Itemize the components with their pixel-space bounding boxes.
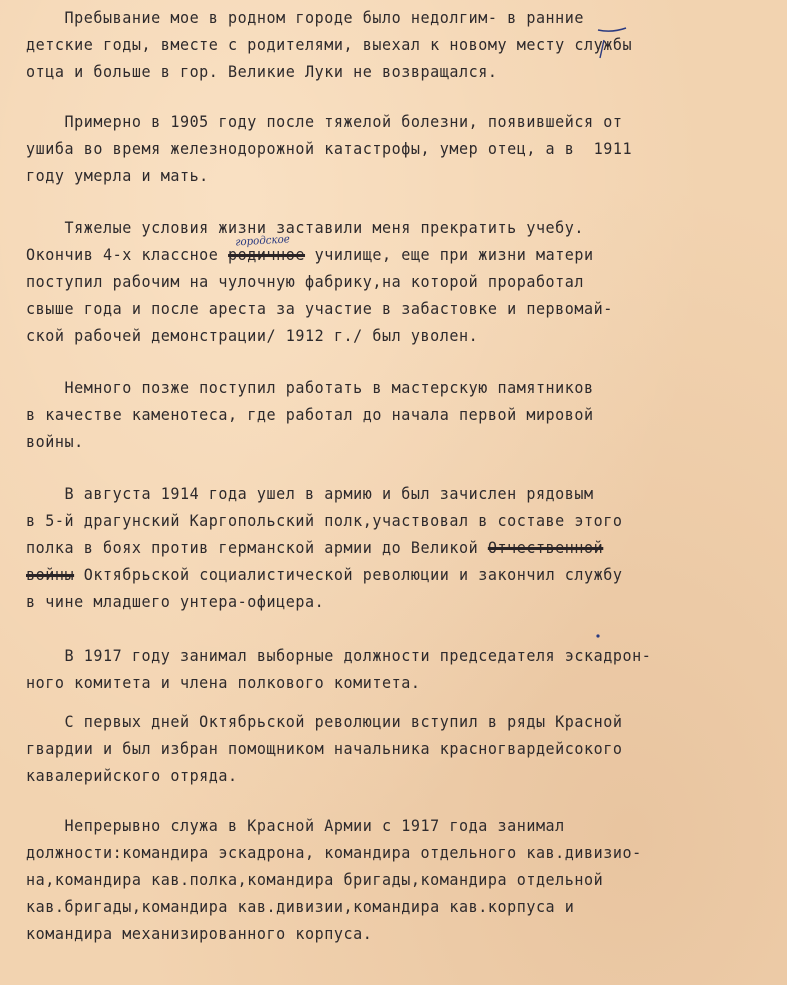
text-line: в чине младшего унтера-офицера. [26,592,325,611]
text-line: Непрерывно служа в Красной Армии с 1917 года занимал [26,816,565,835]
text-line: детские годы, вместе с родителями, выехал к новому месту службы [26,35,633,54]
text-line: кавалерийского отряда. [26,766,238,785]
text-line: в 5-й драгунский Каргопольский полк,участвовал в составе этого [26,511,623,530]
paragraph-5 [26,480,776,615]
text-line: в качестве каменотеса, где работал до начала первой мировой [26,405,594,424]
line-head: полка в боях против германской армии до Великой [26,538,488,557]
line-tail: училище, еще при жизни матери [305,245,594,264]
text-line: гвардии и был избран помощником начальника красногвардейсокого [26,739,623,758]
paragraph-7 [26,708,776,789]
text-line: командира механизированного корпуса. [26,924,373,943]
paragraph-1 [26,4,776,85]
line-head: Окончив 4-х классное [26,245,229,264]
text-line: ушиба во время железнодорожной катастрофы, умер отец, а в 1911 [26,139,633,158]
text-line: ного комитета и члена полкового комитета. [26,673,421,692]
text-line: на,командира кав.полка,командира бригады,командира отдельной [26,870,604,889]
text-line-with-correction [26,232,724,268]
text-line: отца и больше в гор. Великие Луки не возвращался. [26,62,498,81]
text-line: Примерно в 1905 году после тяжелой болезни, появившейся от [26,112,623,131]
text-line: В августа 1914 года ушел в армию и был зачислен рядовым [26,484,594,503]
text-line-with-strike [26,534,724,561]
text-line: Пребывание мое в родном городе было недолгим- в ранние [26,8,585,27]
struck-word-wrap [228,232,306,268]
text-line-with-strike [26,561,724,588]
handwritten-correction: городское [235,232,291,249]
text-line: должности:командира эскадрона, командира отдельного кав.дивизио- [26,843,642,862]
paragraph-3 [26,214,776,349]
text-line: В 1917 году занимал выборные должности председателя эскадрон- [26,646,652,665]
pen-dot-mark [596,634,599,637]
text-line: ской рабочей демонстрации/ 1912 г./ был уволен. [26,326,479,345]
paragraph-4 [26,374,776,455]
text-line: поступил рабочим на чулочную фабрику,на которой проработал [26,272,585,291]
text-line: С первых дней Октябрьской революции вступил в ряды Красной [26,712,623,731]
line-tail: Октябрьской социалистической революции и закончил службу [74,565,623,584]
paragraph-8 [26,812,776,947]
text-line: кав.бригады,командира кав.дивизии,командира кав.корпуса и [26,897,575,916]
text-line: году умерла и мать. [26,166,209,185]
text-line: Немного позже поступил работать в мастерскую памятников [26,378,594,397]
paragraph-6 [26,642,776,696]
text-line: свыше года и после ареста за участие в забастовке и первомай- [26,299,613,318]
struck-word: войны [26,565,75,584]
text-line: Тяжелые условия жизни заставили меня прекратить учебу. [26,218,585,237]
struck-word: родичное [228,245,306,264]
paragraph-2 [26,108,776,189]
struck-word: Отчественной [487,538,604,557]
text-line: войны. [26,432,84,451]
